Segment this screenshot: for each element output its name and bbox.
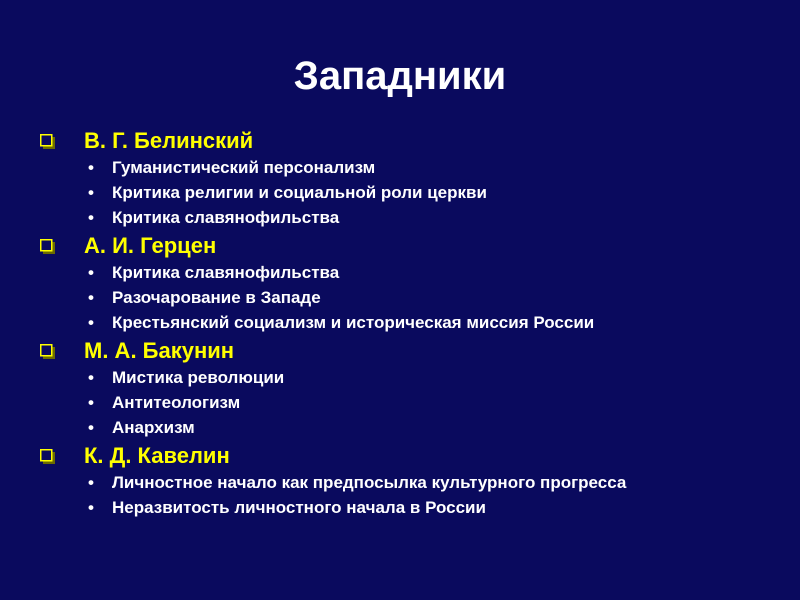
list-item (38, 181, 778, 206)
list-item-text: Крестьянский социализм и историческая миссия России (112, 313, 595, 332)
list-item-text: Личностное начало как предпосылка культурного прогресса (112, 473, 627, 492)
bullet: • (88, 498, 94, 517)
slide-title: Западники (293, 54, 507, 98)
bullet: • (88, 158, 94, 177)
thinker-heading (38, 441, 778, 471)
bullet: • (88, 208, 94, 227)
list-item (38, 156, 778, 181)
list-item-text: Неразвитость личностного начала в России (112, 498, 486, 517)
list-item (38, 286, 778, 311)
list-item (38, 366, 778, 391)
list-item-text: Анархизм (112, 418, 195, 437)
bullet: • (88, 288, 94, 307)
list-item-text: Критика славянофильства (112, 263, 340, 282)
list-item (38, 416, 778, 441)
list-item-text: Критика религии и социальной роли церкви (112, 183, 487, 202)
list-item (38, 206, 778, 231)
westerners-list (38, 126, 778, 521)
checkbox-icon (40, 449, 55, 464)
thinker-name: М. А. Бакунин (84, 338, 235, 363)
list-item (38, 496, 778, 521)
list-item-text: Критика славянофильства (112, 208, 340, 227)
checkbox-icon (40, 239, 55, 254)
checkbox-icon (40, 134, 55, 149)
bullet: • (88, 183, 94, 202)
list-item-text: Разочарование в Западе (112, 288, 321, 307)
list-item-text: Мистика революции (112, 368, 285, 387)
checkbox-icon (40, 344, 55, 359)
thinker-group (38, 126, 778, 231)
bullet: • (88, 473, 94, 492)
thinker-group (38, 441, 778, 521)
list-item (38, 471, 778, 496)
bullet: • (88, 313, 94, 332)
thinker-group (38, 336, 778, 441)
bullet: • (88, 418, 94, 437)
list-item (38, 261, 778, 286)
thinker-name: К. Д. Кавелин (84, 443, 230, 468)
list-item (38, 311, 778, 336)
list-item-text: Гуманистический персонализм (112, 158, 376, 177)
thinker-heading (38, 126, 778, 156)
thinker-group (38, 231, 778, 336)
thinker-name: В. Г. Белинский (84, 128, 254, 153)
thinker-heading (38, 336, 778, 366)
thinker-heading (38, 231, 778, 261)
list-item (38, 391, 778, 416)
bullet: • (88, 393, 94, 412)
list-item-text: Антитеологизм (112, 393, 241, 412)
thinker-name: А. И. Герцен (84, 233, 217, 258)
bullet: • (88, 263, 94, 282)
bullet: • (88, 368, 94, 387)
